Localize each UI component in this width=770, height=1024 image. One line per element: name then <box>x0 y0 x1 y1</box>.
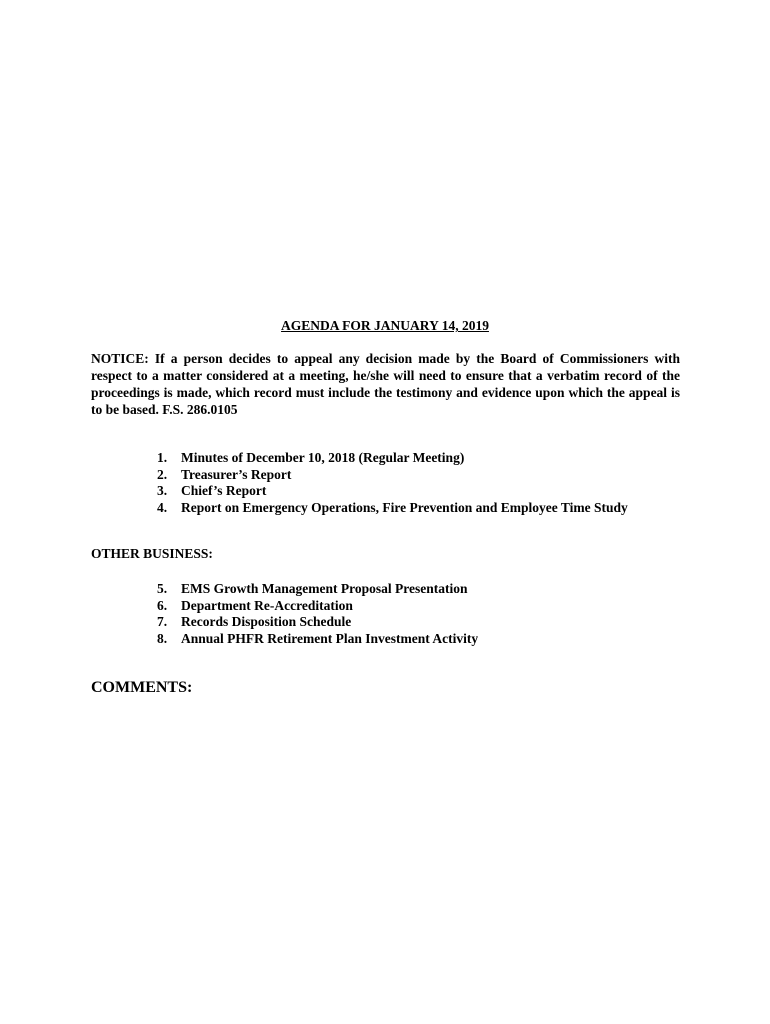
list-item-number: 8. <box>157 630 168 646</box>
list-item-text: Records Disposition Schedule <box>181 614 352 629</box>
list-item-number: 3. <box>157 483 168 498</box>
list-item-number: 4. <box>157 499 168 515</box>
agenda-title <box>0 318 770 334</box>
list-item-text: Department Re-Accreditation <box>181 597 353 613</box>
list-item-text: Report on Emergency Operations, Fire Prevention and Employee Time Study <box>181 499 628 515</box>
list-item-number: 7. <box>157 614 168 629</box>
list-item-text: Minutes of December 10, 2018 (Regular Meeting) <box>181 450 465 465</box>
list-item-text: Annual PHFR Retirement Plan Investment Activity <box>181 630 479 646</box>
notice-paragraph: NOTICE: If a person decides to appeal any decision made by the Board of Commissioners with respect to a matter considered at a meeting, he/she will need to ensure that a verbatim record of the proceedings is made, which record must include the testimony and evidence upon which the appeal is to be based. F.S. 286.0105 <box>91 351 680 417</box>
list-item-number: 1. <box>157 450 168 465</box>
list-item-number: 6. <box>157 597 168 613</box>
list-item-number: 2. <box>157 466 168 482</box>
comments-heading: COMMENTS: <box>91 679 193 696</box>
list-item-text: Treasurer’s Report <box>181 466 292 482</box>
list-item-text: EMS Growth Management Proposal Presentation <box>181 581 468 596</box>
other-business-heading: OTHER BUSINESS: <box>91 546 213 561</box>
list-item-number: 5. <box>157 581 168 596</box>
list-item-text: Chief’s Report <box>181 483 267 498</box>
agenda-title-text: AGENDA FOR JANUARY 14, 2019 <box>281 318 489 333</box>
